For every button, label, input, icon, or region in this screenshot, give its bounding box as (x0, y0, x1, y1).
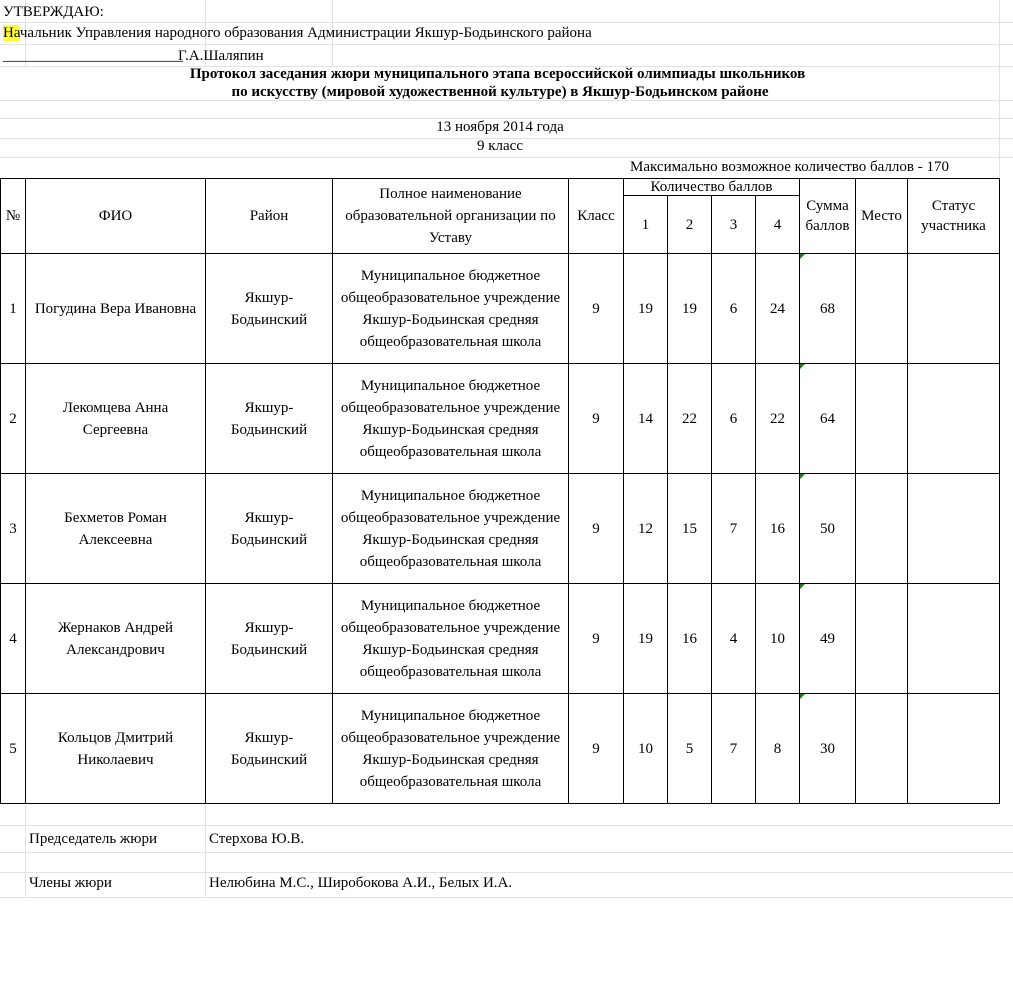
cell-task-1: 12 (624, 474, 668, 584)
cell-status (908, 364, 1000, 474)
signature-line: ________________________ (3, 48, 183, 64)
cell-school: Муниципальное бюджетное общеобразовательное учреждение Якшур-Бодьинская средняя общеобразовательная школа (333, 364, 569, 474)
col-header-district: Район (206, 179, 333, 254)
cell-status (908, 254, 1000, 364)
cell-school: Муниципальное бюджетное общеобразовательное учреждение Якшур-Бодьинская средняя общеобразовательная школа (333, 254, 569, 364)
cell-school: Муниципальное бюджетное общеобразовательное учреждение Якшур-Бодьинская средняя общеобразовательная школа (333, 584, 569, 694)
col-header-status: Статус участника (908, 179, 1000, 254)
cell-place (856, 694, 908, 804)
cell-district: Якшур-Бодьинский (206, 694, 333, 804)
cell-place (856, 254, 908, 364)
head-position (3, 23, 592, 43)
col-header-total: Сумма баллов (800, 179, 856, 254)
col-header-number: № (1, 179, 26, 254)
cell-number: 1 (1, 254, 26, 364)
cell-number: 5 (1, 694, 26, 804)
col-header-task-1: 1 (624, 196, 668, 254)
cell-task-4: 16 (756, 474, 800, 584)
cell-name: Лекомцева Анна Сергеевна (26, 364, 206, 474)
cell-number: 3 (1, 474, 26, 584)
table-row (1, 474, 1000, 584)
table-row (1, 254, 1000, 364)
table-row (1, 364, 1000, 474)
cell-warning-marker (800, 474, 805, 479)
cell-class: 9 (569, 694, 624, 804)
cell-warning-marker (800, 254, 805, 259)
cell-task-4: 24 (756, 254, 800, 364)
signatory-name: Г.А.Шаляпин (178, 48, 264, 64)
cell-school: Муниципальное бюджетное общеобразовательное учреждение Якшур-Бодьинская средняя общеобразовательная школа (333, 694, 569, 804)
gridline (0, 897, 1013, 898)
cell-school: Муниципальное бюджетное общеобразовательное учреждение Якшур-Бодьинская средняя общеобразовательная школа (333, 474, 569, 584)
gridline (0, 825, 1013, 826)
jury-members-names: Нелюбина М.С., Широбокова А.И., Белых И.А. (209, 875, 513, 891)
protocol-title-line2: по искусству (мировой художественной культуре) в Якшур-Бодьинском районе (231, 84, 769, 100)
cell-place (856, 584, 908, 694)
gridline (0, 44, 1013, 45)
cell-task-3: 7 (712, 474, 756, 584)
table-row (1, 584, 1000, 694)
cell-task-1: 14 (624, 364, 668, 474)
col-header-name: ФИО (26, 179, 206, 254)
cell-district: Якшур-Бодьинский (206, 474, 333, 584)
cell-task-2: 15 (668, 474, 712, 584)
cell-class: 9 (569, 584, 624, 694)
cell-task-4: 10 (756, 584, 800, 694)
cell-district: Якшур-Бодьинский (206, 584, 333, 694)
max-score: Максимально возможное количество баллов - 170 (630, 159, 949, 175)
head-position-rest: чальник Управления народного образования Администрации Якшур-Бодьинского района (19, 25, 592, 41)
approve-label: УТВЕРЖДАЮ: (3, 4, 104, 20)
col-header-school: Полное наименование образовательной организации по Уставу (333, 179, 569, 254)
cell-status (908, 694, 1000, 804)
gridline (205, 805, 206, 897)
col-header-task-3: 3 (712, 196, 756, 254)
cell-task-3: 6 (712, 254, 756, 364)
results-table (0, 178, 1000, 804)
cell-number: 2 (1, 364, 26, 474)
cell-class: 9 (569, 364, 624, 474)
col-header-place: Место (856, 179, 908, 254)
cell-task-1: 19 (624, 584, 668, 694)
cell-name: Бехметов Роман Алексеевна (26, 474, 206, 584)
col-header-score-group: Количество баллов (624, 179, 800, 196)
protocol-title-line1: Протокол заседания жюри муниципального этапа всероссийской олимпиады школьников (189, 66, 806, 82)
event-date: 13 ноября 2014 года (436, 119, 564, 135)
cell-name: Жернаков Андрей Александрович (26, 584, 206, 694)
cell-number: 4 (1, 584, 26, 694)
cell-task-2: 22 (668, 364, 712, 474)
jury-chair-label: Председатель жюри (29, 831, 158, 847)
grade-label: 9 класс (477, 138, 523, 154)
col-header-class: Класс (569, 179, 624, 254)
cell-task-3: 4 (712, 584, 756, 694)
cell-total: 49 (800, 584, 856, 694)
cell-warning-marker (800, 584, 805, 589)
cell-warning-marker (800, 364, 805, 369)
cell-district: Якшур-Бодьинский (206, 364, 333, 474)
cell-task-2: 5 (668, 694, 712, 804)
jury-chair-name: Стерхова Ю.В. (209, 831, 305, 847)
cell-status (908, 584, 1000, 694)
cell-task-3: 6 (712, 364, 756, 474)
cell-task-4: 22 (756, 364, 800, 474)
head-position-highlight: На (3, 25, 20, 41)
cell-name: Кольцов Дмитрий Николаевич (26, 694, 206, 804)
col-header-task-2: 2 (668, 196, 712, 254)
cell-task-2: 16 (668, 584, 712, 694)
cell-task-4: 8 (756, 694, 800, 804)
cell-class: 9 (569, 474, 624, 584)
cell-name: Погудина Вера Ивановна (26, 254, 206, 364)
table-row (1, 694, 1000, 804)
gridline (0, 852, 1013, 853)
cell-total: 50 (800, 474, 856, 584)
cell-task-1: 10 (624, 694, 668, 804)
cell-district: Якшур-Бодьинский (206, 254, 333, 364)
gridline (25, 805, 26, 897)
cell-place (856, 474, 908, 584)
cell-warning-marker (800, 694, 805, 699)
cell-status (908, 474, 1000, 584)
cell-class: 9 (569, 254, 624, 364)
cell-total: 68 (800, 254, 856, 364)
col-header-task-4: 4 (756, 196, 800, 254)
cell-task-3: 7 (712, 694, 756, 804)
jury-members-label: Члены жюри (29, 875, 112, 891)
cell-total: 64 (800, 364, 856, 474)
cell-total: 30 (800, 694, 856, 804)
cell-task-1: 19 (624, 254, 668, 364)
cell-place (856, 364, 908, 474)
cell-task-2: 19 (668, 254, 712, 364)
